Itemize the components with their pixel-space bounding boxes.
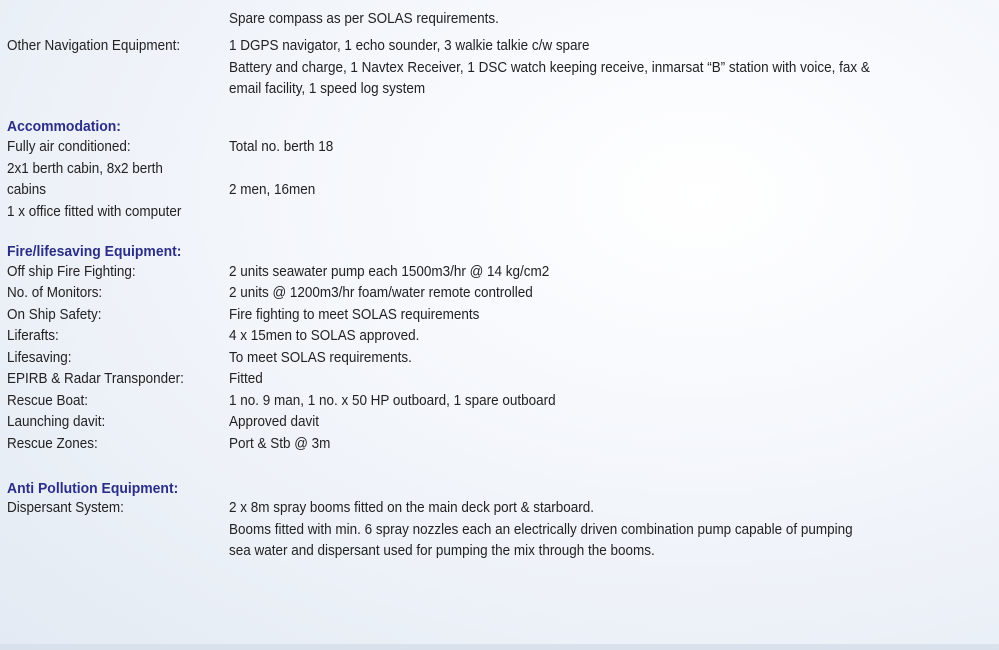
fire-label: EPIRB & Radar Transponder:: [7, 371, 184, 387]
accommodation-left-3: cabins: [7, 182, 46, 198]
pollution-line-2: Booms fitted with min. 6 spray nozzles each an electrically driven combination pump capable of pumping: [229, 522, 853, 538]
fire-value: Fire fighting to meet SOLAS requirements: [229, 307, 480, 323]
accommodation-right-1: Total no. berth 18: [229, 139, 334, 155]
fire-value: To meet SOLAS requirements.: [229, 350, 412, 366]
fire-heading: Fire/lifesaving Equipment:: [7, 243, 182, 260]
fire-label: Liferafts:: [7, 328, 59, 344]
accommodation-heading: Accommodation:: [7, 118, 121, 135]
fire-label: Lifesaving:: [7, 350, 72, 366]
fire-value: Port & Stb @ 3m: [229, 436, 331, 452]
accommodation-right-3: 2 men, 16men: [229, 182, 316, 198]
pollution-line-3: sea water and dispersant used for pumping the mix through the booms.: [229, 543, 655, 559]
navigation-label: Other Navigation Equipment:: [7, 38, 181, 54]
fire-label: Rescue Boat:: [7, 393, 88, 409]
pollution-line-1: 2 x 8m spray booms fitted on the main deck port & starboard.: [229, 500, 595, 516]
bottom-divider: [0, 644, 999, 650]
fire-value: 4 x 15men to SOLAS approved.: [229, 328, 420, 344]
fire-value: Approved davit: [229, 414, 319, 430]
fire-label: Rescue Zones:: [7, 436, 98, 452]
accommodation-left-2: 2x1 berth cabin, 8x2 berth: [7, 161, 163, 177]
fire-value: 1 no. 9 man, 1 no. x 50 HP outboard, 1 spare outboard: [229, 393, 556, 409]
fire-label: Launching davit:: [7, 414, 106, 430]
fire-label: On Ship Safety:: [7, 307, 102, 323]
fire-value: 2 units seawater pump each 1500m3/hr @ 14 kg/cm2: [229, 264, 550, 280]
pollution-heading: Anti Pollution Equipment:: [7, 480, 179, 497]
navigation-line-2: Battery and charge, 1 Navtex Receiver, 1 DSC watch keeping receive, inmarsat “B” station with voice, fax &: [229, 60, 870, 76]
fire-value: 2 units @ 1200m3/hr foam/water remote controlled: [229, 285, 533, 301]
navigation-line-1: 1 DGPS navigator, 1 echo sounder, 3 walkie talkie c/w spare: [229, 38, 590, 54]
pollution-label: Dispersant System:: [7, 500, 124, 516]
navigation-line-0: Spare compass as per SOLAS requirements.: [229, 11, 499, 27]
fire-label: No. of Monitors:: [7, 285, 103, 301]
accommodation-left-1: Fully air conditioned:: [7, 139, 131, 155]
fire-value: Fitted: [229, 371, 263, 387]
accommodation-left-4: 1 x office fitted with computer: [7, 204, 182, 220]
navigation-line-3: email facility, 1 speed log system: [229, 81, 426, 97]
fire-label: Off ship Fire Fighting:: [7, 264, 136, 280]
